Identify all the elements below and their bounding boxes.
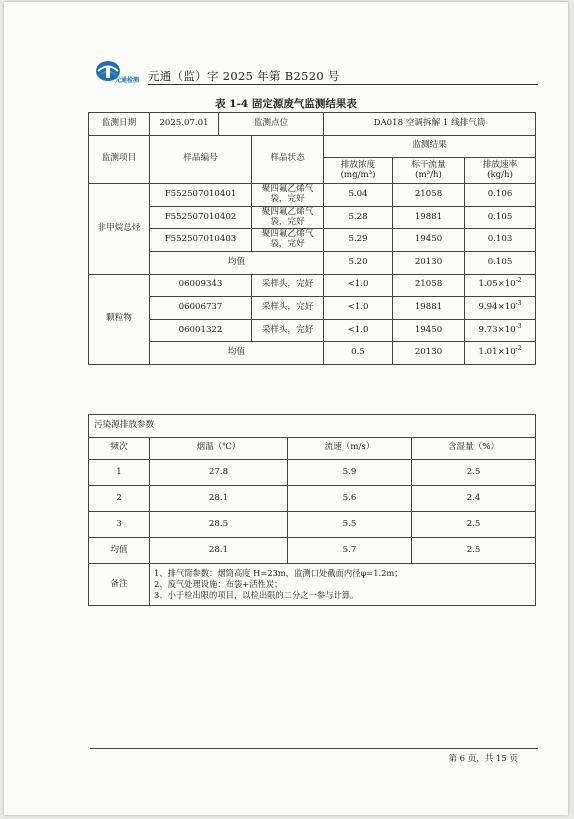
point-label: 监测点位 [219,113,324,136]
date-label: 监测日期 [89,113,150,136]
remark-text: 1、排气筒参数：烟筒高度 H=23m，监测口处截面内径φ=1.2m； 2、废气处理设施：布袋+活性炭； 3、小于检出限的项目，以检出限的二分之一参与计算。 [150,564,536,606]
flow-value: 19881 [393,206,465,229]
sample-id: 06001322 [150,319,252,342]
moisture-value: 2.5 [412,512,536,538]
rate-value: 0.105 [465,206,536,229]
table-title: 表 1-4 固定源废气监测结果表 [215,98,357,110]
conc-value: <1.0 [324,297,393,320]
document-number: 元通（监）字 2025 年第 B2520 号 [148,69,340,83]
speed-value: 5.7 [288,538,412,564]
rate-header: 排放速率 (kg/h) [465,158,536,184]
rate-value: 0.103 [465,229,536,252]
flow-header: 标干流量 (m³/h) [393,158,465,184]
avg-label: 均值 [150,342,324,365]
sample-id: F552507010402 [150,206,252,229]
rate-value: $9.73\times 10^{-3}$ [465,319,536,342]
sample-id: F552507010401 [150,184,252,207]
flow-value: 19450 [393,229,465,252]
rate-value: $9.94\times 10^{-3}$ [465,297,536,320]
conc-value: 5.29 [324,229,393,252]
rate-value: $1.05\times 10^{-2}$ [465,274,536,297]
svg-text:元通检测: 元通检测 [115,77,140,84]
point-value: DA018 空调拆解 1 线排气筒 [324,113,536,136]
temp-value: 28.5 [150,512,288,538]
rate-value: 0.106 [465,184,536,207]
conc-value: 5.04 [324,184,393,207]
source-params-table [88,414,536,606]
nmhc-name: 非甲烷总烃 [89,184,150,274]
report-header [94,62,534,86]
rate-avg: $1.01\times 10^{-2}$ [465,342,536,365]
flow-avg: 20130 [393,251,465,274]
freq-value: 2 [89,486,150,512]
temp-value: 27.8 [150,460,288,486]
document-page [4,2,568,815]
results-header: 监测结果 [324,135,536,158]
speed-header: 流速（m/s） [288,437,412,460]
flow-avg: 20130 [393,342,465,365]
freq-value: 3 [89,512,150,538]
sample-id: 06006737 [150,297,252,320]
sample-state: 聚四氟乙烯气袋，完好 [252,184,324,207]
freq-value: 均值 [89,538,150,564]
moisture-header: 含湿量（%） [412,437,536,460]
flow-value: 19450 [393,319,465,342]
temp-header: 烟温（℃） [150,437,288,460]
sample-state: 采样头，完好 [252,297,324,320]
company-logo [94,60,146,86]
item-header: 监测项目 [89,135,150,184]
sample-state: 采样头，完好 [252,319,324,342]
footer-rule [90,748,538,749]
speed-value: 5.5 [288,512,412,538]
sample-state: 聚四氟乙烯气袋，完好 [252,206,324,229]
exhaust-results-table [88,112,536,365]
sample-state-header: 样品状态 [252,135,324,184]
moisture-value: 2.5 [412,460,536,486]
sample-id: F552507010403 [150,229,252,252]
flow-value: 21058 [393,274,465,297]
date-value: 2025.07.01 [150,113,219,136]
moisture-value: 2.5 [412,538,536,564]
sample-no-header: 样品编号 [150,135,252,184]
source-params-title: 污染源排放参数 [89,415,536,438]
conc-value: 5.28 [324,206,393,229]
sample-id: 06009343 [150,274,252,297]
moisture-value: 2.4 [412,486,536,512]
freq-value: 1 [89,460,150,486]
speed-value: 5.6 [288,486,412,512]
sample-state: 聚四氟乙烯气袋，完好 [252,229,324,252]
flow-value: 19881 [393,297,465,320]
header-rule [148,84,538,85]
remark-label: 备注 [89,564,150,606]
page-number: 第 6 页，共 15 页 [448,754,518,764]
speed-value: 5.9 [288,460,412,486]
conc-avg: 5.20 [324,251,393,274]
rate-avg: 0.105 [465,251,536,274]
conc-value: <1.0 [324,274,393,297]
pm-name: 颗粒物 [89,274,150,364]
temp-value: 28.1 [150,486,288,512]
conc-header: 排放浓度 (mg/m³) [324,158,393,184]
avg-label: 均值 [150,251,324,274]
conc-value: <1.0 [324,319,393,342]
sample-state: 采样头，完好 [252,274,324,297]
freq-header: 频次 [89,437,150,460]
conc-avg: 0.5 [324,342,393,365]
temp-value: 28.1 [150,538,288,564]
flow-value: 21058 [393,184,465,207]
